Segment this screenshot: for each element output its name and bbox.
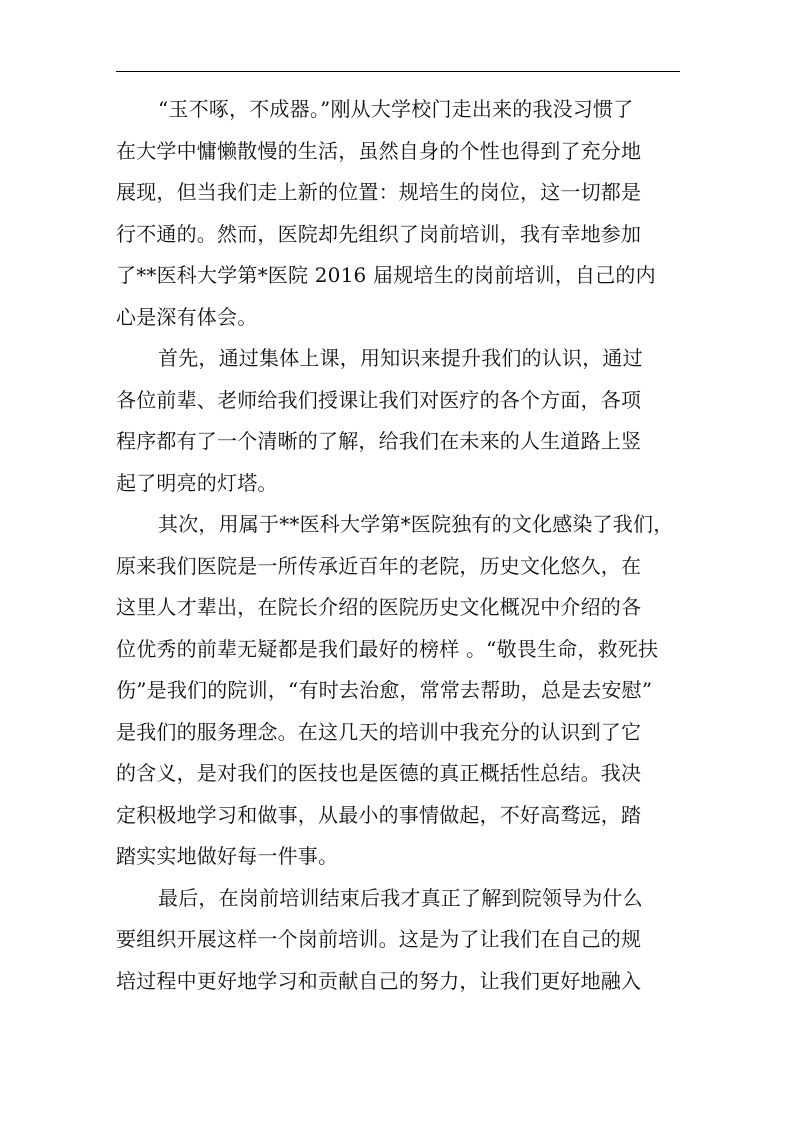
text-line: 各位前辈、老师给我们授课让我们对医疗的各个方面，各项	[116, 388, 642, 412]
text-line: “玉不啄，不成器。”刚从大学校门走出来的我没习惯了	[158, 97, 634, 121]
text-line: 其次，用属于**医科大学第*医院独有的文化感染了我们，	[158, 512, 674, 536]
text-line: 要组织开展这样一个岗前培训。这是为了让我们在自己的规	[116, 927, 642, 951]
text-line: 位优秀的前辈无疑都是我们最好的榜样 。“敬畏生命，救死扶	[116, 637, 659, 661]
text-line: 展现，但当我们走上新的位置：规培生的岗位，这一切都是	[116, 180, 642, 204]
text-line: 原来我们医院是一所传承近百年的老院，历史文化悠久，在	[116, 554, 642, 578]
text-line: 在大学中慵懒散慢的生活，虽然自身的个性也得到了充分地	[116, 139, 642, 163]
header-rule	[116, 71, 680, 72]
text-line: 是我们的服务理念。在这几天的培训中我充分的认识到了它	[116, 720, 642, 744]
text-line: 程序都有了一个清晰的了解，给我们在未来的人生道路上竖	[116, 429, 642, 453]
text-line: 行不通的。然而，医院却先组织了岗前培训，我有幸地参加	[116, 222, 642, 246]
text-line: 培过程中更好地学习和贡献自己的努力，让我们更好地融入	[116, 969, 642, 993]
text-line: 踏实实地做好每一件事。	[116, 844, 339, 868]
text-line: 伤”是我们的院训，“有时去治愈，常常去帮助，总是去安慰”	[116, 678, 653, 702]
text-line: 最后，在岗前培训结束后我才真正了解到院领导为什么	[158, 886, 643, 910]
text-line: 定积极地学习和做事，从最小的事情做起，不好高骛远，踏	[116, 803, 642, 827]
text-line: 首先，通过集体上课，用知识来提升我们的认识，通过	[158, 346, 643, 370]
text-line: 起了明亮的灯塔。	[116, 471, 278, 495]
text-line: 心是深有体会。	[116, 305, 258, 329]
text-line: 的含义，是对我们的医技也是医德的真正概括性总结。我决	[116, 761, 642, 785]
text-line: 这里人才辈出，在院长介绍的医院历史文化概况中介绍的各	[116, 595, 642, 619]
text-line: 了**医科大学第*医院 2016 届规培生的岗前培训，自己的内	[116, 263, 656, 287]
